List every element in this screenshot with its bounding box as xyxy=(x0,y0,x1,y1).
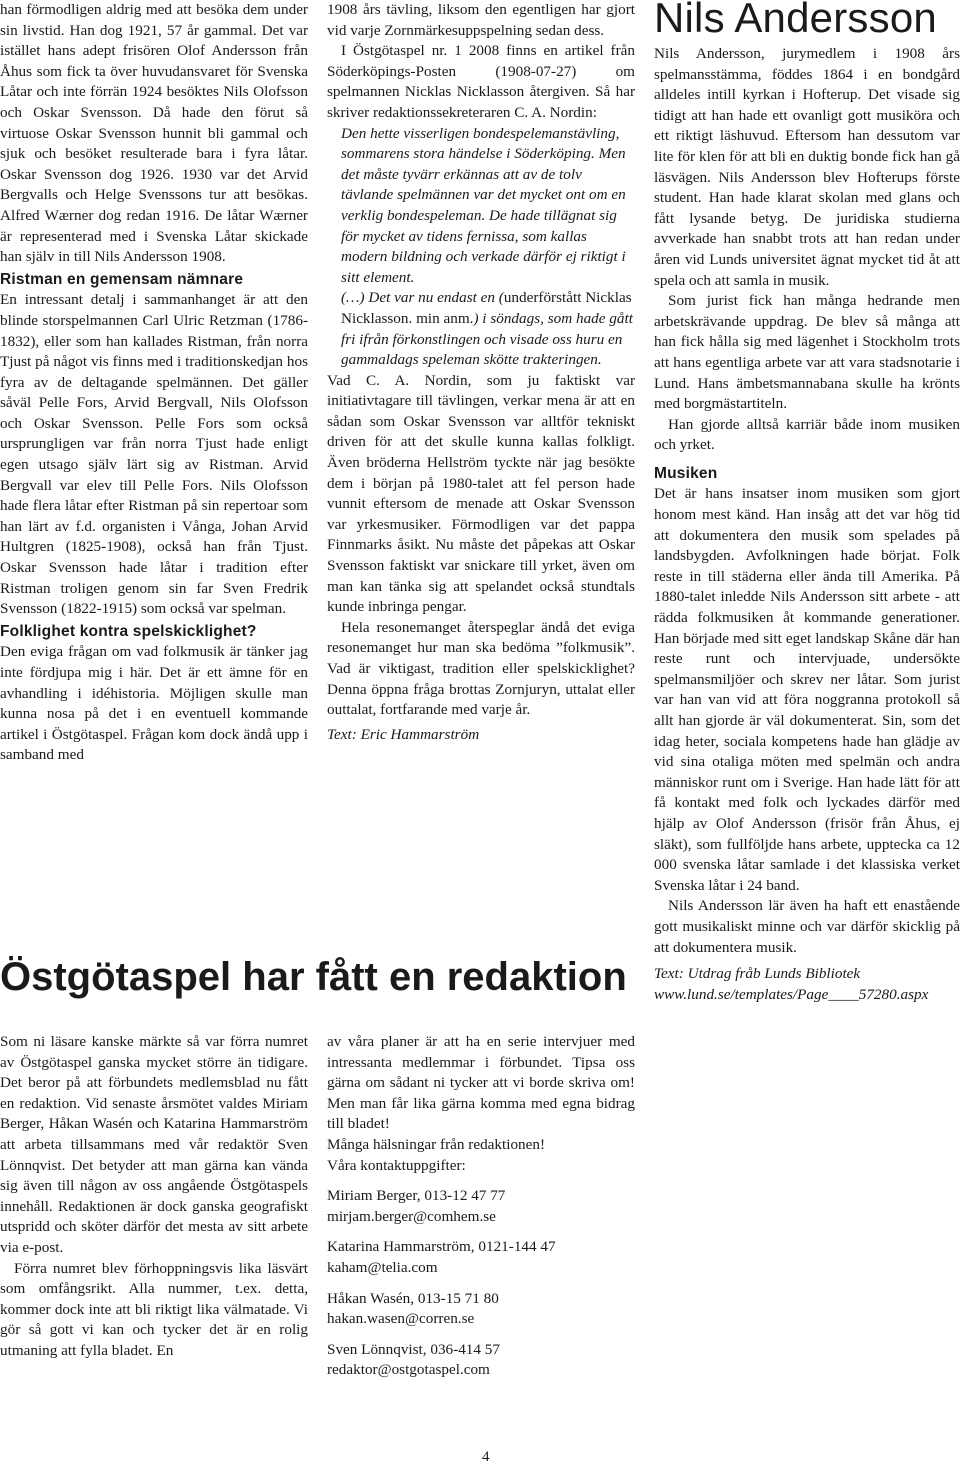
paragraph: 1908 års tävling, liksom den egentligen har gjort vid varje Zornmärkesuppspelning sedan dess. xyxy=(327,1,635,39)
paragraph: Hela resonemanget återspeglar ändå det eviga resonemanget hur man ska bedöma ”folkmusik”. Vad är viktigast, tradition eller spelskicklighet? Denna öppna fråga brottas Zornjuryn, uttalat eller outtalat, fortfarande med varje år. xyxy=(327,618,635,719)
paragraph: Våra kontaktuppgifter: xyxy=(327,1156,466,1174)
paragraph: Många hälsningar från redaktionen! xyxy=(327,1135,546,1153)
page-number: 4 xyxy=(482,1449,490,1465)
paragraph: Vad C. A. Nordin, som ju faktiskt var initiativtagare till tävlingen, verkar mena är att en sådan som Oskar Svensson var alltför tekniskt driven för att det skulle kunna kallas folkligt. Även bröderna Hellström tyckte när jag besökte dem i början på 1980-talet att fel person hade vunnit eftersom de menade att Oskar Svensson var yrkesmusiker. Förmodligen var det pappa Finnmarks åsikt. Nu måste det påpekas att Oskar Svensson faktiskt var snickare till yrket, även om man kan tänka sig att spelandet också stundtals kunde inbringa pengar. xyxy=(327,371,635,616)
contact-name: Sven Lönnqvist, 036-414 57 xyxy=(327,1340,500,1358)
contact-email[interactable]: mirjam.berger@comhem.se xyxy=(327,1207,496,1225)
source-credit: Text: Utdrag fråb Lunds Bibliotek xyxy=(654,965,861,983)
quote: Den hette visserligen bondespelemanstävling, sommarens stora händelse i Söderköping. Men det måste tyvärr erkännas att av de tolv tävlande spelmännen var det mycket ont om en verklig bondespeleman. De hade tillägnat sig för mycket av tidens fernissa, som kallas modern bildning och verkade därför ej riktigt i sitt element. xyxy=(341,124,626,286)
contact-list xyxy=(327,1186,635,1381)
subheading-folklighet: Folklighet kontra spelskicklighet? xyxy=(0,622,257,640)
paragraph: Han gjorde alltså karriär både inom musiken och yrket. xyxy=(654,415,960,454)
section-heading: Östgötaspel har fått en redaktion xyxy=(0,955,627,999)
article-column-1 xyxy=(0,0,308,766)
article-column-2 xyxy=(327,0,635,745)
contact-email[interactable]: kaham@telia.com xyxy=(327,1258,438,1276)
contact-name: Miriam Berger, 013-12 47 77 xyxy=(327,1187,506,1205)
section-column-1 xyxy=(0,1032,308,1362)
paragraph: I Östgötaspel nr. 1 2008 finns en artikel från Söderköpings-Posten (1908-07-27) om spelmannen Nicklas Nicklasson återgiven. Så har skriver redaktionssekreteraren C. A. Nordin: xyxy=(327,42,635,121)
paragraph: Förra numret blev förhoppningsvis lika läsvärt som omfångsrikt. Alla nummer, t.ex. detta, kommer dock inte att bli riktigt lika välmatade. Vi gör så gott vi kan och tycker det är en rolig utmaning att fylla bladet. En xyxy=(0,1259,308,1359)
paragraph: En intressant detalj i sammanhanget är att den blinde storspelmannen Carl Ulric Retzman (1786-1832), eller som han kallades Ristman, från norra Tjust på något vis finns med i traditionskedjan hos fyra av de deltagande spelmännen. Det gäller såväl Pelle Fors, Arvid Bergvall, Nils Olofsson och Oskar Svensson. Pelle Fors som också ursprungligen var från norra Tjust hade enligt egen utsago själv lärt sig av Ristman. Arvid Bergvall var elev till Pelle Fors. Nils Olofsson hade flera låtar efter Ristman på sin repertoar som han lärt av f.d. organisten i Vånga, Johan Arvid Hultgren (1825-1908), också han från Tjust. Oskar Svensson hade låtar i tradition efter Ristman troligen genom sin far Sven Fredrik Svensson (1822-1915) som också var spelman. xyxy=(0,291,308,618)
subheading-musiken: Musiken xyxy=(654,464,718,482)
paragraph: Nils Andersson, jurymedlem i 1908 års spelmansstämma, föddes 1864 i en bondgård alldeles intill kyrkan i Hofterup. Det visade sig tidigt att han hade ett ovanligt gott musiköra och ett riktigt läshuvud. Eftersom han dessutom var lite för klen för att bli en duktig bonde fick han gå läsvägen. Nils Andersson blev Hofterups förste student. Han hade klarat skolan med glans och fått lysande betyg. De juridiska studierna avverkade han snabbt trots att han redan under åren vid Lunds universitet ägnat mycket tid åt att spela och att samla in musik. xyxy=(654,45,960,289)
author-credit: Text: Eric Hammarström xyxy=(327,725,480,743)
paragraph: Som jurist fick han många hedrande men arbetskrävande uppdrag. De blev så många att han fick hålla sig med lägenhet i Stockholm trots att hans egentliga arbete var att vara stadsnotarie i Lund. Hans ämbetsmannabana skulle ha krönts med borgmästartiteln. xyxy=(654,292,960,413)
sidebar-title: Nils Andersson xyxy=(654,0,937,41)
section-column-2 xyxy=(327,1032,635,1381)
paragraph: Den eviga frågan om vad folkmusik är tänker jag inte fördjupa mig i här. Det är ett ämne för en avhandling i idéhistoria. Möjligen skulle man kunna nosa på det i en eventuell kommande artikel i Östgötaspel. Frågan kom dock ändå upp i samband med xyxy=(0,643,308,764)
subheading-ristman: Ristman en gemensam nämnare xyxy=(0,270,244,288)
article-column-3 xyxy=(654,0,960,1005)
contact-name: Håkan Wasén, 013-15 71 80 xyxy=(327,1289,499,1307)
paragraph: Det är hans insatser inom musiken som gjort honom mest känd. Han insåg att det var hög tid att dokumentera den musik som spelades på landsbygden. Avfolkningen hade börjat. Folk reste in till städerna eller ända till Amerika. På 1880-talet inledde Nils Andersson sitt arbete - att rädda folkmusiken åt kommande generationer. Han började med sitt eget landskap Skåne där han reste runt och intervjuade, undersökte spelmansmiljöer och skrev ner låtar. Som jurist var han van vid att föra noggranna protokoll så allt han gjorde är väl dokumenterat. Sin, som det idag heter, sociala kompetens hade han glädje av vid sina otaliga möten med spelmän och andra människor runt om i Sverige. Han hade lätt för att få kontakt med folk och lyckades därför med hjälp av Olof Andersson (frisör från Åhus, ej släkt), som fullföljde hans arbete, upptecka ca 12 000 svenska låtar samlade i det klassiska verket Svenska låtar i 24 band. xyxy=(654,485,960,894)
paragraph: Som ni läsare kanske märkte så var förra numret av Östgötaspel ganska mycket större än tidigare. Det beror på att förbundets medlemsblad nu fått en redaktion. Vid senaste årsmötet valdes Miriam Berger, Håkan Wasén och Katarina Hammarström att arbeta tillsammans med vår redaktör Sven Lönnqvist. Det betyder att man gärna kan vända sig även till någon av oss angående Östgötaspels innehåll. Redaktionen är dock ganska geografiskt utspridd och sköter därför det mesta av sitt arbete via e-post. xyxy=(0,1033,308,1256)
contact-name: Katarina Hammarström, 0121-144 47 xyxy=(327,1238,556,1256)
quote: (…) Det var nu endast en (underförstått Nicklas Nicklasson. min anm.) i söndags, som hade gått fri ifrån förkonstlingen och visade oss huru en gammaldags speleman skötte trakteringen. xyxy=(341,289,633,369)
source-url: www.lund.se/templates/Page____57280.aspx xyxy=(654,985,929,1003)
paragraph: Nils Andersson lär även ha haft ett enastående gott musikaliskt minne och var därför skicklig på att dokumentera musik. xyxy=(654,897,960,956)
contact-email[interactable]: redaktor@ostgotaspel.com xyxy=(327,1361,490,1379)
paragraph: han förmodligen aldrig med att besöka dem under sin livstid. Han dog 1921, 57 år gammal. Det var istället hans adept frisören Olof Andersson från Åhus som fick ta över huvudansvaret för Svenska Låtar och inte förrän 1924 besöktes Nils Olofsson och Oskar Svensson. Då hade den förut så virtuose Oskar Svensson hunnit bli gammal och sjuk och besöket resulterade bara i fyra låtar. Oskar Svensson dog 1926. 1930 var det Arvid Bergvalls och Helge Svenssons tur att besökas. Alfred Wærner dog redan 1916. De låtar Wærner är representerad med i Svenska Låtar skickade han själv in till Nils Andersson 1908. xyxy=(0,1,308,266)
contact-email[interactable]: hakan.wasen@corren.se xyxy=(327,1310,475,1328)
paragraph: av våra planer är att ha en serie intervjuer med intressanta medlemmar i förbundet. Tipsa oss gärna om sådant ni tycker att vi borde skriva om! Men man får lika gärna komma med egna bidrag till bladet! xyxy=(327,1033,635,1133)
